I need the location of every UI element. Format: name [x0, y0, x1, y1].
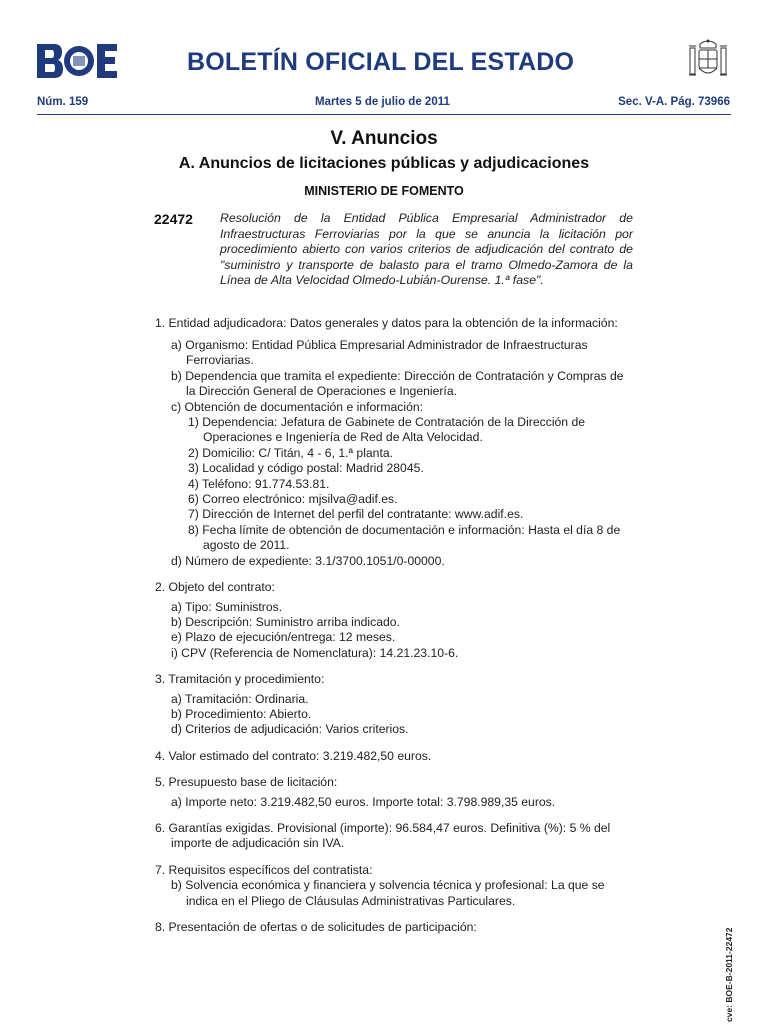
section-page: Sec. V-A. Pág. 73966	[618, 96, 730, 108]
section-7-title: 7. Requisitos específicos del contratista:	[155, 862, 373, 877]
section-1	[155, 313, 633, 569]
list-item: a) Organismo: Entidad Pública Empresarial Administrador de Infraestructuras Ferroviarias.	[171, 338, 588, 368]
list-item: 7) Dirección de Internet del perfil del contratante: www.adif.es.	[188, 507, 524, 522]
list-item: i) CPV (Referencia de Nomenclatura): 14.21.23.10-6.	[171, 645, 459, 660]
section-2-title: 2. Objeto del contrato:	[155, 580, 275, 595]
section-3	[155, 672, 633, 738]
list-item: b) Dependencia que tramita el expediente: Dirección de Contratación y Compras de la Dirección General de Operaciones e Ingeniería.	[171, 368, 624, 399]
list-item: 8) Fecha límite de obtención de documentación e información: Hasta el día 8 de agosto de 2011.	[188, 522, 621, 553]
list-item: b) Descripción: Suministro arriba indicado.	[171, 614, 400, 629]
list-item: 1) Dependencia: Jefatura de Gabinete de Contratación de la Dirección de Operaciones e Ingeniería de Red de Alta Velocidad.	[188, 415, 586, 445]
section-5-title: 5. Presupuesto base de licitación:	[155, 775, 338, 790]
section-heading: V. Anuncios	[330, 128, 438, 149]
list-item: b) Procedimiento: Abierto.	[171, 706, 312, 721]
list-item: a) Tipo: Suministros.	[171, 599, 283, 614]
section-4-title: 4. Valor estimado del contrato: 3.219.482,50 euros.	[155, 748, 432, 763]
subitems	[171, 415, 633, 554]
list-item: 2) Domicilio: C/ Titán, 4 - 6, 1.ª planta.	[188, 445, 394, 460]
section-3-title: 3. Tramitación y procedimiento:	[155, 672, 325, 687]
section-6	[155, 821, 633, 852]
section-1-items	[155, 338, 633, 569]
section-8-title: 8. Presentación de ofertas o de solicitudes de participación:	[155, 920, 477, 934]
list-item: c) Obtención de documentación e información:	[171, 399, 424, 414]
section-4	[155, 749, 633, 764]
resolution-text: Resolución de la Entidad Pública Empresarial Administrador de Infraestructuras Ferroviarias por la que se anuncia la licitación por procedimiento abierto con varios criterios de adjudicación del contrato de "suministro y transporte de balasto para el tramo Olmedo-Zamora de la Línea de Alta Velocidad Olmedo-Lubián-Ourense. 1.ª fase".	[220, 211, 633, 287]
issue-date: Martes 5 de julio de 2011	[315, 96, 450, 108]
section-2	[155, 580, 633, 661]
header-rule	[37, 114, 731, 115]
announcement-number: 22472	[154, 211, 193, 227]
list-item: 4) Teléfono: 91.774.53.81.	[188, 476, 330, 491]
section-7	[155, 863, 633, 909]
section-2-items	[155, 600, 633, 662]
list-item: b) Solvencia económica y financiera y solvencia técnica y profesional: La que se indica en el Pliego de Cláusulas Administrativas Particulares.	[171, 878, 605, 908]
list-item: a) Tramitación: Ordinaria.	[171, 691, 309, 706]
section-5-items	[155, 795, 633, 810]
list-item: 6) Correo electrónico: mjsilva@adif.es.	[188, 492, 398, 507]
list-item: 3) Localidad y código postal: Madrid 28045.	[188, 461, 424, 476]
ministry-heading: MINISTERIO DE FOMENTO	[304, 184, 464, 198]
coat-of-arms-icon	[686, 38, 730, 82]
section-3-items	[155, 692, 633, 738]
section-7-items	[155, 878, 633, 909]
issue-number: Núm. 159	[37, 96, 89, 108]
list-item: a) Importe neto: 3.219.482,50 euros. Importe total: 3.798.989,35 euros.	[171, 794, 556, 809]
announcement-body	[155, 313, 633, 935]
subsection-heading: A. Anuncios de licitaciones públicas y adjudicaciones	[178, 155, 590, 172]
cve-code: cve: BOE-B-2011-22472	[724, 927, 734, 1022]
section-6-title: 6. Garantías exigidas. Provisional (importe): 96.584,47 euros. Definitiva (%): 5 % del importe de adjudicación sin IVA.	[155, 820, 611, 851]
bulletin-title: BOLETÍN OFICIAL DEL ESTADO	[187, 48, 575, 76]
section-5	[155, 775, 633, 810]
section-1-title: 1. Entidad adjudicadora: Datos generales y datos para la obtención de la información:	[155, 316, 618, 330]
list-item: d) Criterios de adjudicación: Varios criterios.	[171, 722, 409, 737]
section-8	[155, 920, 633, 935]
list-item: e) Plazo de ejecución/entrega: 12 meses.	[171, 630, 396, 645]
boe-logo	[37, 44, 117, 78]
list-item: d) Número de expediente: 3.1/3700.1051/0-00000.	[171, 553, 445, 568]
